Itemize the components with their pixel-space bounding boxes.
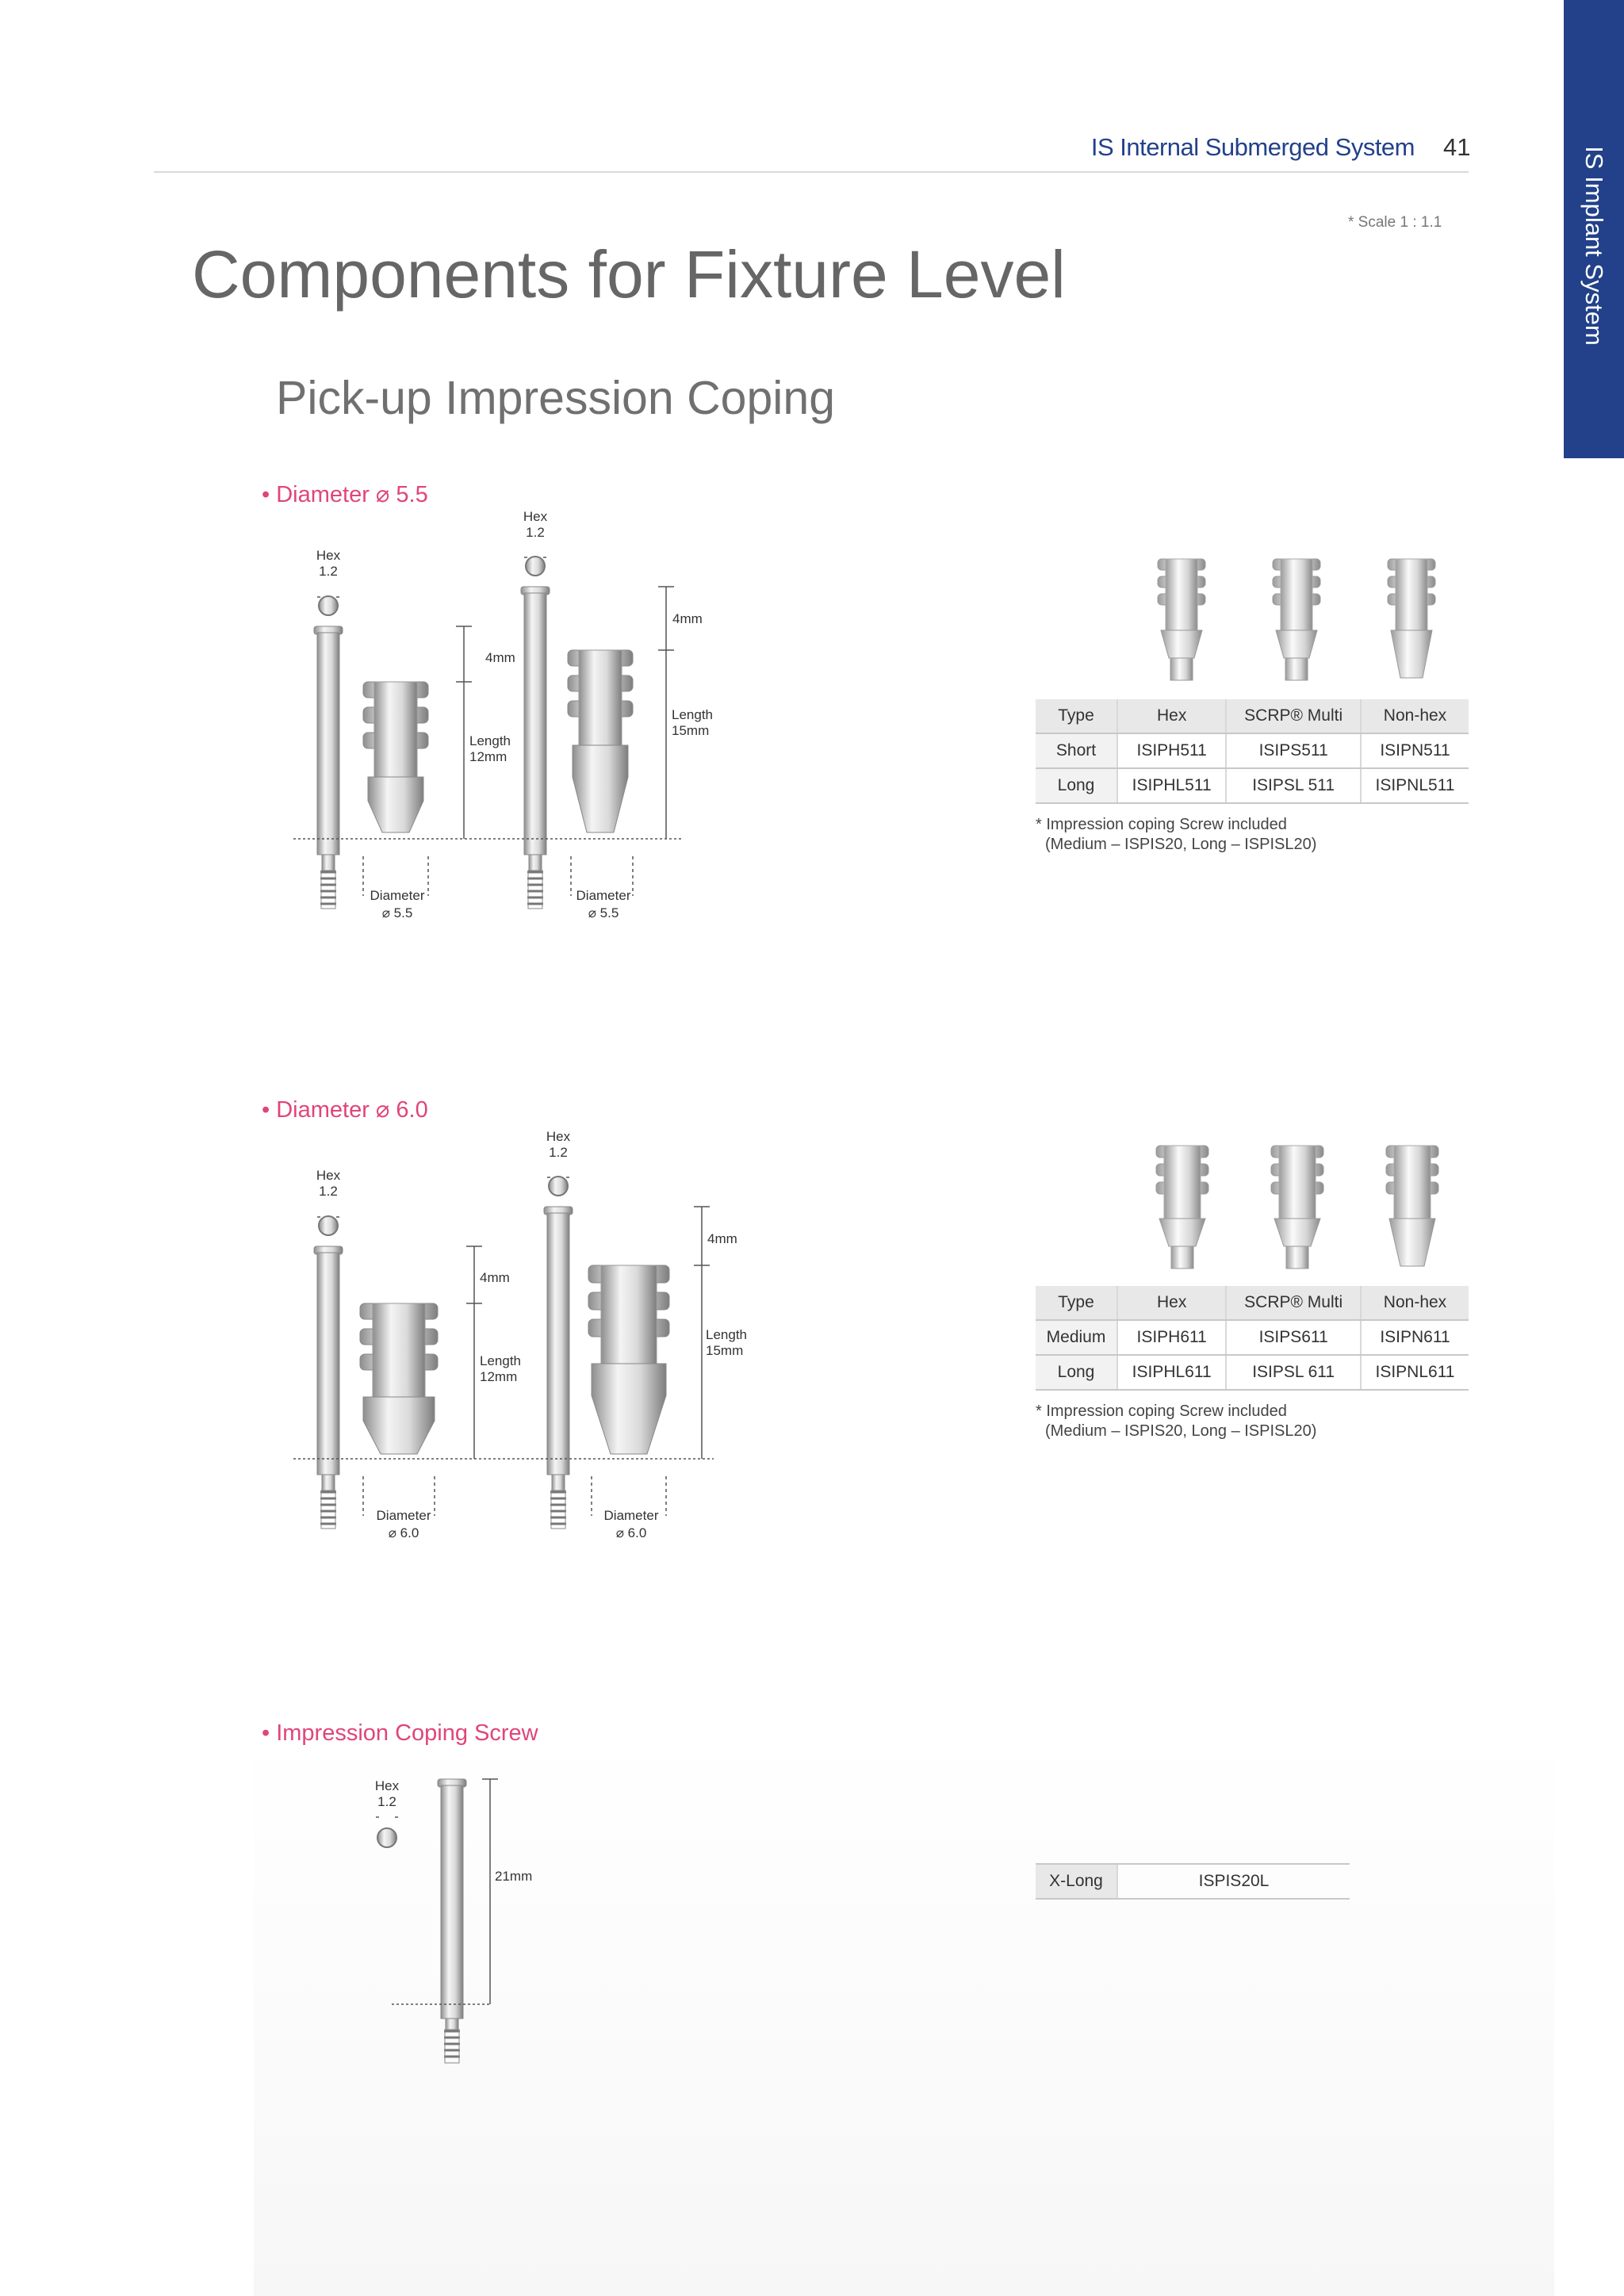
section-heading-diameter-6-0: • Diameter ⌀ 6.0 <box>262 1097 428 1123</box>
page-number: 41 <box>1443 133 1471 161</box>
spec-table-6-0 <box>1036 1286 1469 1391</box>
header-title: IS Internal Submerged System <box>1090 133 1415 161</box>
coping-photos-6-0 <box>1142 1142 1459 1276</box>
table-cell: ISIPSL 611 <box>1226 1355 1361 1390</box>
table-cell: ISIPSL 511 <box>1226 768 1361 803</box>
table-header-cell: Non-hex <box>1361 699 1469 733</box>
table-header-cell: Hex <box>1117 1286 1226 1320</box>
hex-value-long: 1.2 <box>526 525 545 540</box>
table-cell: ISIPHL511 <box>1117 768 1226 803</box>
coping-long-icon <box>568 650 633 832</box>
coping-hex-icon <box>1156 1146 1208 1269</box>
hex-value-screw: 1.2 <box>377 1794 396 1809</box>
table-header-cell: SCRP® Multi <box>1226 699 1361 733</box>
coping-hex-icon <box>1158 559 1205 680</box>
table-header-row <box>1036 1286 1469 1320</box>
coping-non-hex-icon <box>1388 559 1435 678</box>
table-header-cell: Type <box>1036 699 1117 733</box>
diameter-label-long: Diameter <box>603 1508 659 1523</box>
table-cell: X-Long <box>1036 1864 1117 1899</box>
length-label-short: Length <box>480 1353 521 1368</box>
length-value-long: 15mm <box>706 1343 744 1358</box>
note-6-0-line1: * Impression coping Screw included <box>1036 1402 1287 1420</box>
diameter-value-long: ⌀ 5.5 <box>588 905 619 920</box>
table-header-row <box>1036 699 1469 733</box>
diameter-label-short: Diameter <box>370 888 425 903</box>
table-cell: ISIPNL611 <box>1361 1355 1469 1390</box>
section-heading-diameter-5-5: • Diameter ⌀ 5.5 <box>262 482 428 507</box>
length-value-short: 12mm <box>469 749 508 764</box>
hex-label-screw: Hex <box>374 1778 400 1793</box>
table-cell: ISPIS20L <box>1117 1864 1350 1899</box>
page-title: Components for Fixture Level <box>192 237 1066 312</box>
length-value-short: 12mm <box>480 1369 518 1384</box>
length-label-short: Length <box>469 733 511 748</box>
section-heading-screw: • Impression Coping Screw <box>262 1720 538 1746</box>
screw-length: 21mm <box>495 1869 533 1884</box>
table-row <box>1036 1864 1350 1899</box>
table-header-cell: Hex <box>1117 699 1226 733</box>
diameter-value-short: ⌀ 6.0 <box>388 1525 419 1540</box>
hex-value-short: 1.2 <box>319 1184 338 1199</box>
table-cell: Medium <box>1036 1320 1117 1355</box>
coping-short-icon <box>363 682 428 832</box>
diameter-label-long: Diameter <box>576 888 631 903</box>
side-tab <box>1564 0 1624 458</box>
top-length-short: 4mm <box>480 1270 510 1285</box>
spec-table-screw <box>1036 1863 1350 1900</box>
screw-long-icon <box>521 557 550 909</box>
screw-long-icon <box>544 1177 573 1529</box>
hex-label-long: Hex <box>546 1129 571 1144</box>
diameter-value-short: ⌀ 5.5 <box>381 905 413 920</box>
top-length-short: 4mm <box>485 650 515 665</box>
technical-drawing-screw <box>365 1768 555 2069</box>
length-value-long: 15mm <box>672 723 710 738</box>
note-5-5-line2: (Medium – ISPIS20, Long – ISPISL20) <box>1045 836 1317 853</box>
note-6-0-line2: (Medium – ISPIS20, Long – ISPISL20) <box>1045 1422 1317 1440</box>
table-cell: Long <box>1036 768 1117 803</box>
length-label-long: Length <box>706 1327 747 1342</box>
coping-scrp-multi-icon <box>1273 559 1320 680</box>
table-cell: ISIPNL511 <box>1361 768 1469 803</box>
hex-label-long: Hex <box>523 509 548 524</box>
table-cell: Long <box>1036 1355 1117 1390</box>
hex-value-short: 1.2 <box>319 564 338 579</box>
technical-drawing-5-5 <box>293 499 713 943</box>
coping-photos-5-5 <box>1142 555 1459 690</box>
length-label-long: Length <box>672 707 713 722</box>
diameter-value-long: ⌀ 6.0 <box>615 1525 647 1540</box>
dimension-lines <box>376 1779 498 2004</box>
table-cell: ISIPH611 <box>1117 1320 1226 1355</box>
table-cell: ISIPS511 <box>1226 733 1361 768</box>
hex-label-short: Hex <box>316 548 341 563</box>
spec-table-5-5 <box>1036 699 1469 804</box>
coping-long-icon <box>588 1265 669 1454</box>
hex-value-long: 1.2 <box>549 1145 568 1160</box>
table-cell: ISIPS611 <box>1226 1320 1361 1355</box>
hex-label-short: Hex <box>316 1168 341 1183</box>
table-cell: Short <box>1036 733 1117 768</box>
top-length-long: 4mm <box>707 1231 737 1246</box>
header-divider <box>154 171 1469 173</box>
table-header-cell: SCRP® Multi <box>1226 1286 1361 1320</box>
technical-drawing-6-0 <box>293 1119 747 1563</box>
subtitle: Pick-up Impression Coping <box>276 372 836 424</box>
table-row <box>1036 1320 1469 1355</box>
table-cell: ISIPHL611 <box>1117 1355 1226 1390</box>
screw-xlong-icon <box>374 1778 466 2063</box>
top-length-long: 4mm <box>672 611 703 626</box>
table-row <box>1036 768 1469 803</box>
note-5-5-line1: * Impression coping Screw included <box>1036 816 1287 833</box>
table-header-cell: Non-hex <box>1361 1286 1469 1320</box>
table-row <box>1036 1355 1469 1390</box>
screw-short-icon <box>314 1216 343 1529</box>
dimension-lines <box>293 557 682 896</box>
coping-short-icon <box>360 1303 438 1454</box>
table-row <box>1036 733 1469 768</box>
table-cell: ISIPN611 <box>1361 1320 1469 1355</box>
side-tab-label: IS Implant System <box>1580 146 1608 346</box>
coping-non-hex-icon <box>1386 1146 1438 1266</box>
diameter-label-short: Diameter <box>376 1508 431 1523</box>
scale-note: * Scale 1 : 1.1 <box>1348 214 1442 231</box>
table-header-cell: Type <box>1036 1286 1117 1320</box>
table-cell: ISIPN511 <box>1361 733 1469 768</box>
table-cell: ISIPH511 <box>1117 733 1226 768</box>
coping-scrp-multi-icon <box>1271 1146 1323 1269</box>
screw-short-icon <box>314 596 343 909</box>
